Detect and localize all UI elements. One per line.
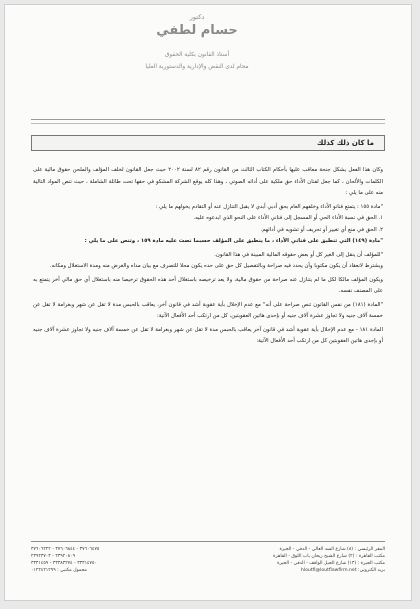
- list-item: ٢. الحق في منع أي تغيير أو تحريف أو تشويه في أدائهم.: [260, 226, 383, 233]
- paragraph: وكان هذا الفعل يشكل جنحة معاقب عليها بأحكام الكتاب الثالث من القانون رقم ٨٢ لسنة ٢٠٠٢ حيث جعل القانون لخلف المؤلف والملحن حقوق مالية على الكلمات والألحان ، كما جعل لفنان الأداء حق ملكية على أدائه الصوتي ، وهذا كله يوقع الشركة المشكو في حقها تحت طائلة الشاملة ، حيث تنص المواد التالية منه على ما يلي :: [33, 167, 383, 196]
- paragraph-bold: "مادة (١٤٩) التي تنطبق على فناني الأداء ، ما ينطبق على المؤلف حسبما نصت عليه مادة ١٥٩ ، وتنص على ما يلي :: [84, 238, 383, 244]
- footer-addresses: [208, 546, 385, 590]
- footer-email: بريد الكتروني: hloutfi@loutflawfirm.net: [300, 568, 385, 573]
- document-body: [33, 165, 383, 545]
- footer-address: مكتب القاهرة : (٢) شارع الشيخ ريحان باب اللوق - القاهرة: [273, 554, 385, 559]
- paragraph: "المادة (١٨١) من نفس القانون تنص صراحة على أنه" مع عدم الإخلال بأية عقوبة أشد في قانون آخر، يعاقب بالحبس مدة لا تقل عن شهر وبغرامة لا تقل عن خمسة آلاف جنيه ولا تجاوز عشرة آلاف جنيه أو بإحدى هاتين العقوبتين، كل من ارتكب أحد الأفعال الآتية:: [33, 301, 383, 319]
- paragraph: ويشترط لانعقاد أن يكون مكتوبا وأن يحدد فيه صراحة وبالتفصيل كل حق على حده يكون محلا للتصرف مع بيان مداه والغرض منه ومدة الاستغلال ومكانه.: [49, 263, 383, 269]
- divider-top-thin: [31, 123, 385, 124]
- footer-mobile: محمول مكتبي : ٠١٢٢٤٢١٢٩٩: [31, 568, 88, 573]
- document-page: [4, 4, 412, 601]
- paragraph: "للمؤلف أن ينقل إلى الغير كل أو بعض حقوقه المالية المبينة في هذا القانون.: [214, 251, 383, 258]
- footer-phone: ٢٣٩٢٠٨٠٩ - ٢٣٩٢٣٧٠٣: [31, 554, 76, 559]
- divider-top: [31, 119, 385, 120]
- footer-address: المقر الرئيسي : (٨) شارع السد العالي - الدقي - الجيزة: [279, 547, 385, 552]
- letterhead-footer: [31, 541, 385, 590]
- letterhead-position: أستاذ القانون بكلية الحقوق: [164, 52, 230, 58]
- footer-address: مكتب الجيزة : (١٣) شارع الجيل الواقف - الدقي - الجيزة: [277, 561, 385, 566]
- list-item: ١. الحق في نسبة الأداء الحي أو المسجل إلى فناني الأداء على النحو الذي ابدعوه عليه.: [193, 215, 383, 221]
- letterhead-name: حسام لطفي: [156, 23, 238, 38]
- paragraph: "مادة ١٥٥ : يتمتع فنانو الأداء وخلفهم العام بحق أدبي أبدي لا يقبل التنازل عنه أو التقادم يخولهم ما يلي :: [155, 203, 383, 210]
- letterhead-title: دكتور: [189, 13, 205, 21]
- section-heading: ما كان ذلك كذلك: [317, 139, 374, 147]
- letterhead-bar: محام لدى النقض والإدارية والدستورية العليا: [145, 64, 249, 70]
- footer-phone: ٣٣٣١٤٧٥٠ - ٣٣٣٨٣٢٧٤ - ٣٣٣١٤٥٩: [31, 561, 97, 566]
- footer-phones: [31, 546, 208, 590]
- section-heading-box: [31, 135, 385, 151]
- letterhead: [27, 13, 367, 70]
- paragraph: المادة ١٨١ - مع عدم الإخلال بأية عقوبة أشد في قانون آخر يعاقب بالحبس مدة لا تقل عن شهر وبغرامة لا تقل عن خمسة آلاف جنيه ولا تجاوز عشرة آلاف جنيه أو بإحدى هاتين العقوبتين كل من ارتكب أحد الأفعال الآتية:: [33, 326, 383, 344]
- footer-phone: ٣٧٦٠٦٤٧٥ - ٣٧٦٠٦٨٤٤ - ٣٧٦٠٦٢٢٢: [31, 547, 100, 552]
- paragraph: ويكون المؤلف مالكا لكل ما لم يتنازل عنه صراحة من حقوق مالية، ولا يعد ترخيصه باستغلال أحد هذه الحقوق ترخيصا منه باستغلال أي حق مالي آخر يتمتع به على المصنف نفسه.: [33, 276, 383, 294]
